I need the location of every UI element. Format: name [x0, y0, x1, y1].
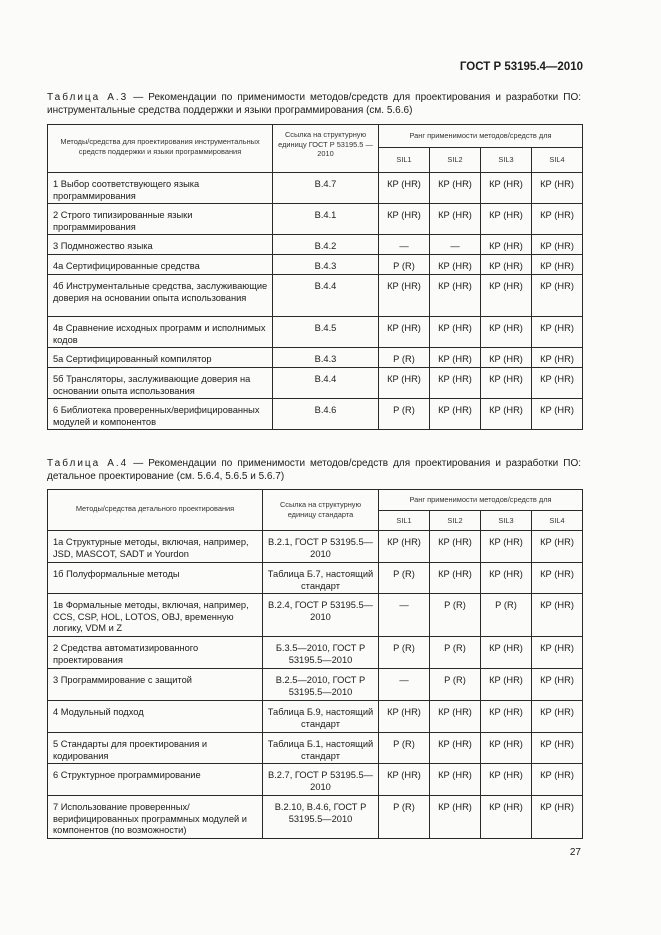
table-a4-sil4: SIL4: [532, 511, 583, 531]
table-a4-title: — Рекомендации по применимости методов/средств для проектирования и разработки ПО: детальное проектирование (см. 5.6.4, 5.6.5 и 5.6.7): [47, 458, 582, 482]
sil2-cell: КР (HR): [430, 317, 481, 348]
reference-cell: В.4.4: [273, 368, 379, 399]
method-cell: 3 Программирование с защитой: [48, 669, 263, 701]
table-row: [48, 764, 583, 796]
sil1-cell: КР (HR): [379, 317, 430, 348]
sil4-cell: КР (HR): [532, 637, 583, 669]
table-row: [48, 563, 583, 594]
table-row: [48, 204, 583, 235]
sil1-cell: Р (R): [379, 563, 430, 594]
table-a4-sil3: SIL3: [481, 511, 532, 531]
sil2-cell: КР (HR): [430, 399, 481, 430]
table-a3-caption: [47, 91, 581, 117]
method-cell: 5 Стандарты для проектирования и кодирования: [48, 733, 263, 764]
sil4-cell: КР (HR): [532, 204, 583, 235]
table-a3-sil3: SIL3: [481, 148, 532, 173]
method-cell: 4б Инструментальные средства, заслуживающие доверия на основании опыта использования: [48, 275, 273, 317]
sil3-cell: КР (HR): [481, 255, 532, 275]
table-row: [48, 594, 583, 637]
reference-cell: Б.3.5—2010, ГОСТ Р 53195.5—2010: [263, 637, 379, 669]
sil2-cell: КР (HR): [430, 348, 481, 368]
table-row: [48, 733, 583, 764]
sil2-cell: Р (R): [430, 637, 481, 669]
reference-cell: В.4.6: [273, 399, 379, 430]
sil3-cell: КР (HR): [481, 563, 532, 594]
sil1-cell: КР (HR): [379, 204, 430, 235]
sil2-cell: КР (HR): [430, 764, 481, 796]
table-row: [48, 348, 583, 368]
method-cell: 6 Библиотека проверенных/верифицированных модулей и компонентов: [48, 399, 273, 430]
sil3-cell: Р (R): [481, 594, 532, 637]
table-a3-col-method: Методы/средства для проектирования инструментальных средств поддержки и языки программирования: [48, 125, 273, 173]
method-cell: 6 Структурное программирование: [48, 764, 263, 796]
sil3-cell: КР (HR): [481, 764, 532, 796]
sil2-cell: КР (HR): [430, 701, 481, 733]
table-a3-col-rank: Ранг применимости методов/средств для: [379, 125, 583, 148]
method-cell: 1в Формальные методы, включая, например, CCS, CSP, HOL, LOTOS, OBJ, временную логику, VDM и Z: [48, 594, 263, 637]
sil1-cell: Р (R): [379, 796, 430, 839]
sil1-cell: КР (HR): [379, 531, 430, 563]
sil3-cell: КР (HR): [481, 637, 532, 669]
sil3-cell: КР (HR): [481, 317, 532, 348]
table-a4-label: Таблица А.4: [47, 458, 129, 469]
table-row: [48, 235, 583, 255]
reference-cell: В.4.4: [273, 275, 379, 317]
table-row: [48, 255, 583, 275]
table-row: [48, 637, 583, 669]
sil4-cell: КР (HR): [532, 669, 583, 701]
table-row: [48, 173, 583, 204]
reference-cell: В.4.7: [273, 173, 379, 204]
sil3-cell: КР (HR): [481, 399, 532, 430]
method-cell: 5а Сертифицированный компилятор: [48, 348, 273, 368]
sil1-cell: —: [379, 669, 430, 701]
table-a3-sil1: SIL1: [379, 148, 430, 173]
table-row: [48, 399, 583, 430]
sil3-cell: КР (HR): [481, 173, 532, 204]
method-cell: 1б Полуформальные методы: [48, 563, 263, 594]
table-a3: [47, 124, 583, 430]
table-a4: [47, 489, 583, 839]
table-a4-sil2: SIL2: [430, 511, 481, 531]
sil3-cell: КР (HR): [481, 275, 532, 317]
sil3-cell: КР (HR): [481, 733, 532, 764]
reference-cell: В.4.3: [273, 348, 379, 368]
sil1-cell: КР (HR): [379, 275, 430, 317]
table-row: [48, 317, 583, 348]
sil2-cell: КР (HR): [430, 173, 481, 204]
reference-cell: В.2.7, ГОСТ Р 53195.5—2010: [263, 764, 379, 796]
table-a4-col-ref: Ссылка на структурную единицу стандарта: [263, 490, 379, 531]
method-cell: 2 Строго типизированные языки программирования: [48, 204, 273, 235]
table-a3-sil4: SIL4: [532, 148, 583, 173]
table-row: [48, 531, 583, 563]
method-cell: 5б Трансляторы, заслуживающие доверия на основании опыта использования: [48, 368, 273, 399]
sil1-cell: КР (HR): [379, 368, 430, 399]
reference-cell: Таблица Б.9, настоящий стандарт: [263, 701, 379, 733]
sil2-cell: Р (R): [430, 669, 481, 701]
sil2-cell: КР (HR): [430, 255, 481, 275]
reference-cell: В.4.3: [273, 255, 379, 275]
sil1-cell: Р (R): [379, 637, 430, 669]
method-cell: 1 Выбор соответствующего языка программирования: [48, 173, 273, 204]
sil3-cell: КР (HR): [481, 796, 532, 839]
sil4-cell: КР (HR): [532, 368, 583, 399]
page-number: 27: [569, 847, 581, 858]
sil1-cell: КР (HR): [379, 764, 430, 796]
method-cell: 7 Использование проверенных/верифицированных программных модулей и компонентов (по возможности): [48, 796, 263, 839]
table-a4-col-method: Методы/средства детального проектирования: [48, 490, 263, 531]
sil3-cell: КР (HR): [481, 531, 532, 563]
table-a4-sil1: SIL1: [379, 511, 430, 531]
sil1-cell: КР (HR): [379, 173, 430, 204]
sil3-cell: КР (HR): [481, 368, 532, 399]
method-cell: 2 Средства автоматизированного проектирования: [48, 637, 263, 669]
sil4-cell: КР (HR): [532, 348, 583, 368]
sil4-cell: КР (HR): [532, 275, 583, 317]
sil1-cell: —: [379, 235, 430, 255]
sil1-cell: Р (R): [379, 348, 430, 368]
sil2-cell: КР (HR): [430, 733, 481, 764]
table-a3-sil2: SIL2: [430, 148, 481, 173]
table-row: [48, 701, 583, 733]
sil2-cell: КР (HR): [430, 204, 481, 235]
table-a4-caption: [47, 457, 581, 483]
sil2-cell: Р (R): [430, 594, 481, 637]
sil1-cell: —: [379, 594, 430, 637]
table-a3-title: — Рекомендации по применимости методов/средств для проектирования и разработки ПО: инструментальные средства поддержки и языки программирования (см. 5.6.6): [47, 92, 582, 116]
sil4-cell: КР (HR): [532, 235, 583, 255]
reference-cell: В.2.10, В.4.6, ГОСТ Р 53195.5—2010: [263, 796, 379, 839]
table-row: [48, 796, 583, 839]
table-row: [48, 368, 583, 399]
sil1-cell: Р (R): [379, 255, 430, 275]
table-row: [48, 669, 583, 701]
reference-cell: Таблица Б.7, настоящий стандарт: [263, 563, 379, 594]
table-a4-col-rank: Ранг применимости методов/средств для: [379, 490, 583, 511]
sil3-cell: КР (HR): [481, 204, 532, 235]
reference-cell: В.2.4, ГОСТ Р 53195.5—2010: [263, 594, 379, 637]
method-cell: 1а Структурные методы, включая, например, JSD, MASCOT, SADT и Yourdon: [48, 531, 263, 563]
method-cell: 4в Сравнение исходных программ и исполнимых кодов: [48, 317, 273, 348]
sil3-cell: КР (HR): [481, 235, 532, 255]
sil4-cell: КР (HR): [532, 173, 583, 204]
sil4-cell: КР (HR): [532, 255, 583, 275]
sil4-cell: КР (HR): [532, 317, 583, 348]
table-a3-label: Таблица А.3: [47, 92, 129, 103]
sil1-cell: Р (R): [379, 399, 430, 430]
method-cell: 4 Модульный подход: [48, 701, 263, 733]
sil4-cell: КР (HR): [532, 563, 583, 594]
sil4-cell: КР (HR): [532, 531, 583, 563]
sil2-cell: КР (HR): [430, 563, 481, 594]
sil4-cell: КР (HR): [532, 764, 583, 796]
sil3-cell: КР (HR): [481, 669, 532, 701]
standard-designation: ГОСТ Р 53195.4—2010: [459, 61, 583, 73]
reference-cell: В.2.5—2010, ГОСТ Р 53195.5—2010: [263, 669, 379, 701]
sil4-cell: КР (HR): [532, 796, 583, 839]
sil1-cell: КР (HR): [379, 701, 430, 733]
sil2-cell: —: [430, 235, 481, 255]
sil2-cell: КР (HR): [430, 796, 481, 839]
sil4-cell: КР (HR): [532, 701, 583, 733]
sil3-cell: КР (HR): [481, 348, 532, 368]
reference-cell: Таблица Б.1, настоящий стандарт: [263, 733, 379, 764]
sil4-cell: КР (HR): [532, 733, 583, 764]
reference-cell: В.4.1: [273, 204, 379, 235]
sil1-cell: Р (R): [379, 733, 430, 764]
table-row: [48, 275, 583, 317]
method-cell: 3 Подмножество языка: [48, 235, 273, 255]
table-a3-col-ref: Ссылка на структурную единицу ГОСТ Р 53195.5 —2010: [273, 125, 379, 173]
sil2-cell: КР (HR): [430, 531, 481, 563]
reference-cell: В.4.5: [273, 317, 379, 348]
sil2-cell: КР (HR): [430, 368, 481, 399]
sil4-cell: КР (HR): [532, 399, 583, 430]
sil4-cell: КР (HR): [532, 594, 583, 637]
method-cell: 4а Сертифицированные средства: [48, 255, 273, 275]
reference-cell: В.4.2: [273, 235, 379, 255]
sil3-cell: КР (HR): [481, 701, 532, 733]
sil2-cell: КР (HR): [430, 275, 481, 317]
reference-cell: В.2.1, ГОСТ Р 53195.5—2010: [263, 531, 379, 563]
